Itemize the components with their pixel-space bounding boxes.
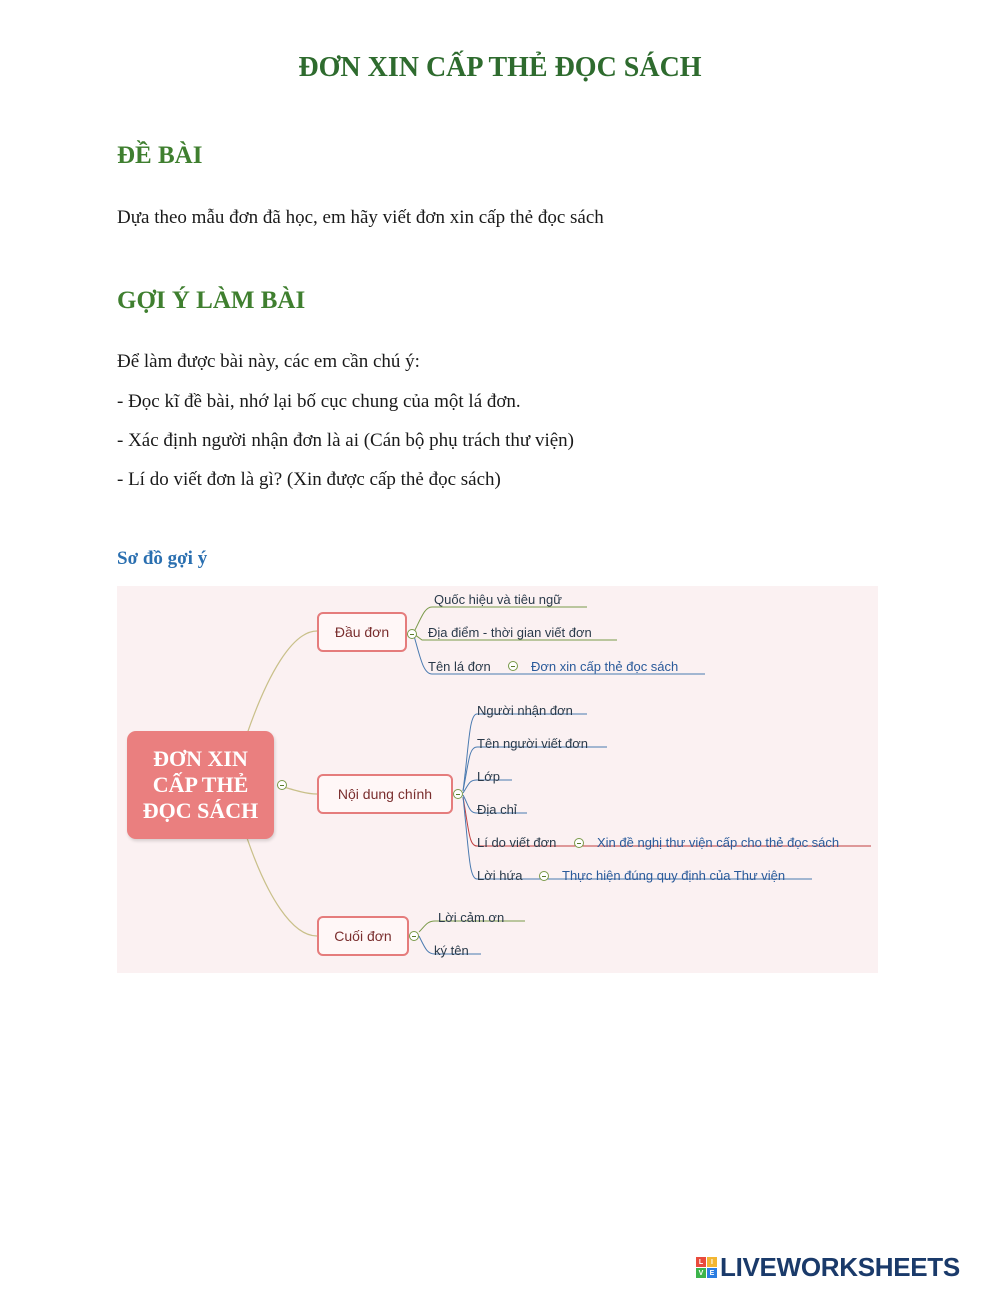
collapse-icon [574,838,584,848]
branch-dau-don: Đầu đơn [317,612,407,652]
hint-line: - Lí do viết đơn là gì? (Xin được cấp thẻ đọc sách) [117,469,501,490]
leaf-ten-nguoi-viet: Tên người viết đơn [477,736,589,751]
leaf-detail-loi-hua: Thực hiện đúng quy định của Thư viện [562,868,786,883]
hint-line: - Đọc kĩ đề bài, nhớ lại bố cục chung của một lá đơn. [117,391,521,412]
liveworksheets-logo [696,1252,960,1283]
logo-block: L [696,1257,706,1267]
collapse-icon [453,789,463,799]
leaf-ten-la-don: Tên lá đơn [428,659,491,674]
section-heading-goi-y: GỢI Ý LÀM BÀI [117,287,306,314]
leaf-ky-ten: ký tên [434,943,469,958]
hint-line: Để làm được bài này, các em cần chú ý: [117,351,420,372]
logo-block: E [707,1268,717,1278]
leaf-loi-hua: Lời hứa [477,868,523,883]
leaf-loi-cam-on: Lời cảm ơn [438,910,505,925]
mind-map-central-node: ĐƠN XIN CẤP THẺ ĐỌC SÁCH [127,731,274,839]
mind-map [117,586,878,973]
leaf-nguoi-nhan: Người nhận đơn [477,703,573,718]
leaf-dia-diem: Địa điểm - thời gian viết đơn [428,625,592,640]
logo-text: LIVEWORKSHEETS [720,1252,960,1282]
collapse-icon [539,871,549,881]
collapse-icon [508,661,518,671]
diagram-heading: Sơ đồ gợi ý [117,548,208,569]
section-heading-de-bai: ĐỀ BÀI [117,142,203,169]
page-title: ĐƠN XIN CẤP THẺ ĐỌC SÁCH [298,52,702,83]
logo-mark [696,1257,717,1278]
leaf-lop: Lớp [477,769,500,784]
collapse-icon [277,780,287,790]
logo-block: I [707,1257,717,1267]
branch-cuoi-don: Cuối đơn [317,916,409,956]
leaf-li-do: Lí do viết đơn [477,835,557,850]
assignment-text: Dựa theo mẫu đơn đã học, em hãy viết đơn xin cấp thẻ đọc sách [117,207,604,228]
leaf-detail-ten-don: Đơn xin cấp thẻ đọc sách [531,659,679,674]
hint-line: - Xác định người nhận đơn là ai (Cán bộ phụ trách thư viện) [117,430,574,451]
branch-noi-dung-chinh: Nội dung chính [317,774,453,814]
leaf-detail-li-do: Xin đề nghị thư viện cấp cho thẻ đọc sách [597,835,840,850]
leaf-dia-chi: Địa chỉ [477,802,517,817]
logo-block: V [696,1268,706,1278]
collapse-icon [407,629,417,639]
collapse-icon [409,931,419,941]
leaf-quoc-hieu: Quốc hiệu và tiêu ngữ [434,592,562,607]
